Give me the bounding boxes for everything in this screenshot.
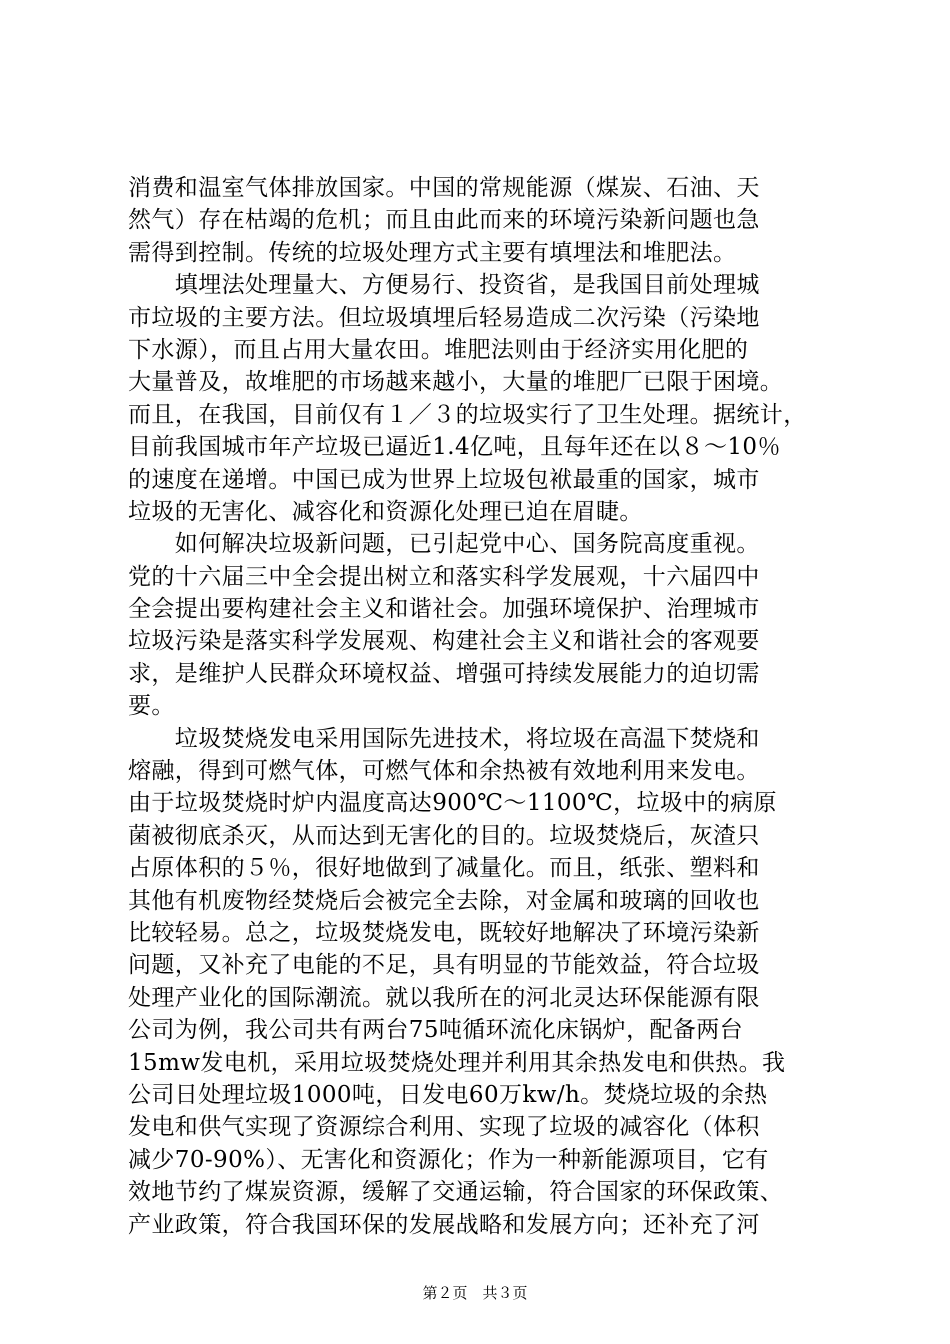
text-line: 的速度在递增。中国已成为世界上垃圾包袱最重的国家，城市 xyxy=(128,466,760,493)
text-line: 垃圾焚烧发电采用国际先进技术，将垃圾在高温下焚烧和 xyxy=(128,725,760,752)
text-line: 消费和温室气体排放国家。中国的常规能源（煤炭、石油、天 xyxy=(128,175,760,201)
text-line: 菌被彻底杀灭，从而达到无害化的目的。垃圾焚烧后，灰渣只 xyxy=(128,822,760,849)
text-line: 问题，又补充了电能的不足，具有明显的节能效益，符合垃圾 xyxy=(128,952,760,979)
text-line: 求，是维护人民群众环境权益、增强可持续发展能力的迫切需 xyxy=(128,660,760,687)
text-line: 比较轻易。总之，垃圾焚烧发电，既较好地解决了环境污染新 xyxy=(128,919,760,946)
text-line: 如何解决垃圾新问题，已引起党中心、国务院高度重视。 xyxy=(128,531,760,558)
text-line: 目前我国城市年产垃圾已逼近1.4亿吨，且每年还在以８～10％ xyxy=(128,434,781,461)
text-line: 熔融，得到可燃气体，可燃气体和余热被有效地利用来发电。 xyxy=(128,758,760,785)
text-line: 其他有机废物经焚烧后会被完全去除，对金属和玻璃的回收也 xyxy=(128,887,760,914)
text-line: 减少70-90%）、无害化和资源化；作为一种新能源项目，它有 xyxy=(128,1146,769,1173)
text-line: 党的十六届三中全会提出树立和落实科学发展观，十六届四中 xyxy=(128,563,760,590)
text-line: 产业政策，符合我国环保的发展战略和发展方向；还补充了河 xyxy=(128,1211,760,1238)
text-line: 公司日处理垃圾1000吨，日发电60万kw/h。焚烧垃圾的余热 xyxy=(128,1081,768,1108)
text-line: 公司为例，我公司共有两台75吨循环流化床锅炉，配备两台 xyxy=(128,1017,744,1044)
page-number-footer: 第２页 共３页 xyxy=(422,1284,528,1302)
text-line: 下水源），而且占用大量农田。堆肥法则由于经济实用化肥的 xyxy=(128,336,749,363)
text-line: 15mw发电机，采用垃圾焚烧处理并利用其余热发电和供热。我 xyxy=(128,1049,786,1076)
text-line: 填埋法处理量大、方便易行、投资省，是我国目前处理城 xyxy=(128,272,760,299)
text-line: 要。 xyxy=(128,693,175,720)
text-line: 垃圾的无害化、减容化和资源化处理已迫在眉睫。 xyxy=(128,498,643,525)
text-line: 然气）存在枯竭的危机；而且由此而来的环境污染新问题也急 xyxy=(128,207,760,234)
text-line: 占原体积的５％，很好地做到了减量化。而且，纸张、塑料和 xyxy=(128,855,760,882)
text-line: 需得到控制。传统的垃圾处理方式主要有填埋法和堆肥法。 xyxy=(128,239,737,266)
text-line: 而且，在我国，目前仅有１／３的垃圾实行了卫生处理。据统计， xyxy=(128,401,807,428)
text-line: 处理产业化的国际潮流。就以我所在的河北灵达环保能源有限 xyxy=(128,984,760,1011)
body-text xyxy=(128,172,830,1241)
text-line: 由于垃圾焚烧时炉内温度高达900℃～1100℃，垃圾中的病原 xyxy=(128,790,777,817)
text-line: 市垃圾的主要方法。但垃圾填埋后轻易造成二次污染（污染地 xyxy=(128,304,760,331)
text-line: 效地节约了煤炭资源，缓解了交通运输，符合国家的环保政策、 xyxy=(128,1179,784,1206)
text-line: 大量普及，故堆肥的市场越来越小，大量的堆肥厂已限于困境。 xyxy=(128,369,784,396)
text-line: 发电和供气实现了资源综合利用、实现了垃圾的减容化（体积 xyxy=(128,1114,760,1141)
text-line: 垃圾污染是落实科学发展观、构建社会主义和谐社会的客观要 xyxy=(128,628,760,655)
text-line: 全会提出要构建社会主义和谐社会。加强环境保护、治理城市 xyxy=(128,596,760,623)
